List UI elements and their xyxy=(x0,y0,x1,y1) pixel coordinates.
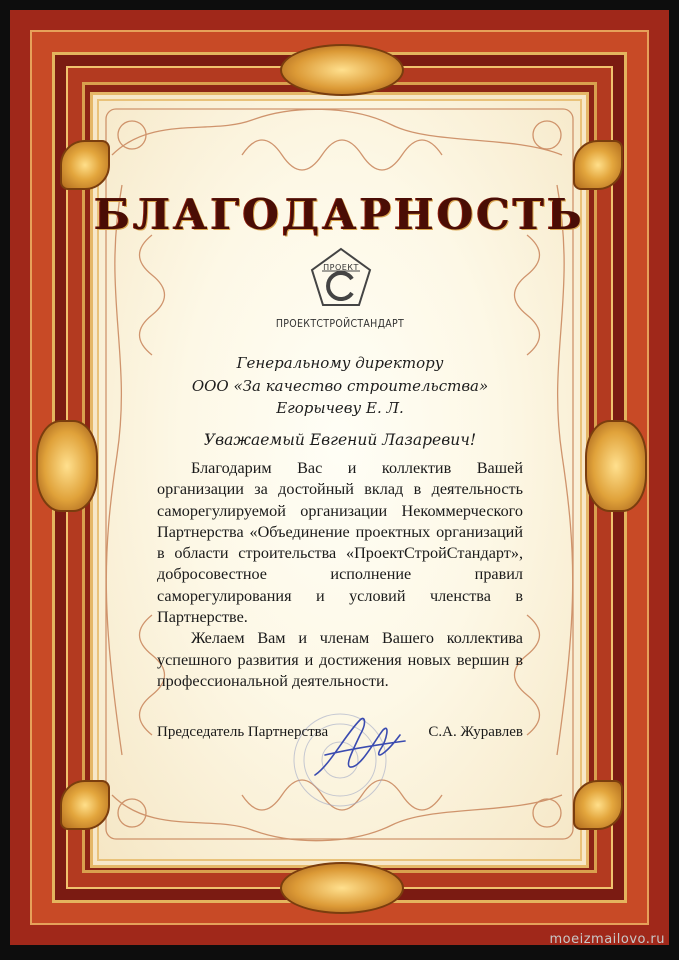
site-watermark: moeizmailovo.ru xyxy=(549,932,665,947)
certificate-body xyxy=(157,458,523,692)
side-ornament-left xyxy=(36,420,98,512)
top-center-ornament xyxy=(280,44,404,96)
logo-emblem-text: ПРОЕКТ xyxy=(323,263,359,272)
corner-ornament-bottom-right xyxy=(573,780,623,830)
logo-caption: ПРОЕКТСТРОЙСТАНДАРТ xyxy=(275,318,405,330)
signatory-position: Председатель Партнерства xyxy=(157,724,329,740)
bottom-center-ornament xyxy=(280,862,404,914)
salutation: Уважаемый Евгений Лазаревич! xyxy=(203,431,477,449)
recipient-name: Егорычеву Е. Л. xyxy=(276,399,404,417)
body-paragraph-2: Желаем Вам и членам Вашего коллектива успешного развития и достижения новых вершин в профессиональной деятельности. xyxy=(157,629,523,690)
certificate-title: БЛАГОДАРНОСТЬ xyxy=(94,190,585,239)
body-paragraph-1: Благодарим Вас и коллектив Вашей организации за достойный вклад в деятельность саморегулируемой организации Некоммерческого Партнерства «Объединение проектных организаций в области строительства «ПроектСтройСтандарт», добросовестное исполнение правил саморегулирования и условий членства в Партнерстве. xyxy=(157,459,523,627)
corner-ornament-top-left xyxy=(60,140,110,190)
signatory-name: С.А. Журавлев xyxy=(428,724,523,740)
pentagon-c-emblem-icon xyxy=(310,247,372,309)
handwritten-signature xyxy=(305,705,415,785)
side-ornament-right xyxy=(585,420,647,512)
recipient-company: ООО «За качество строительства» xyxy=(191,377,489,395)
corner-ornament-top-right xyxy=(573,140,623,190)
recipient-position: Генеральному директору xyxy=(236,354,444,372)
corner-ornament-bottom-left xyxy=(60,780,110,830)
